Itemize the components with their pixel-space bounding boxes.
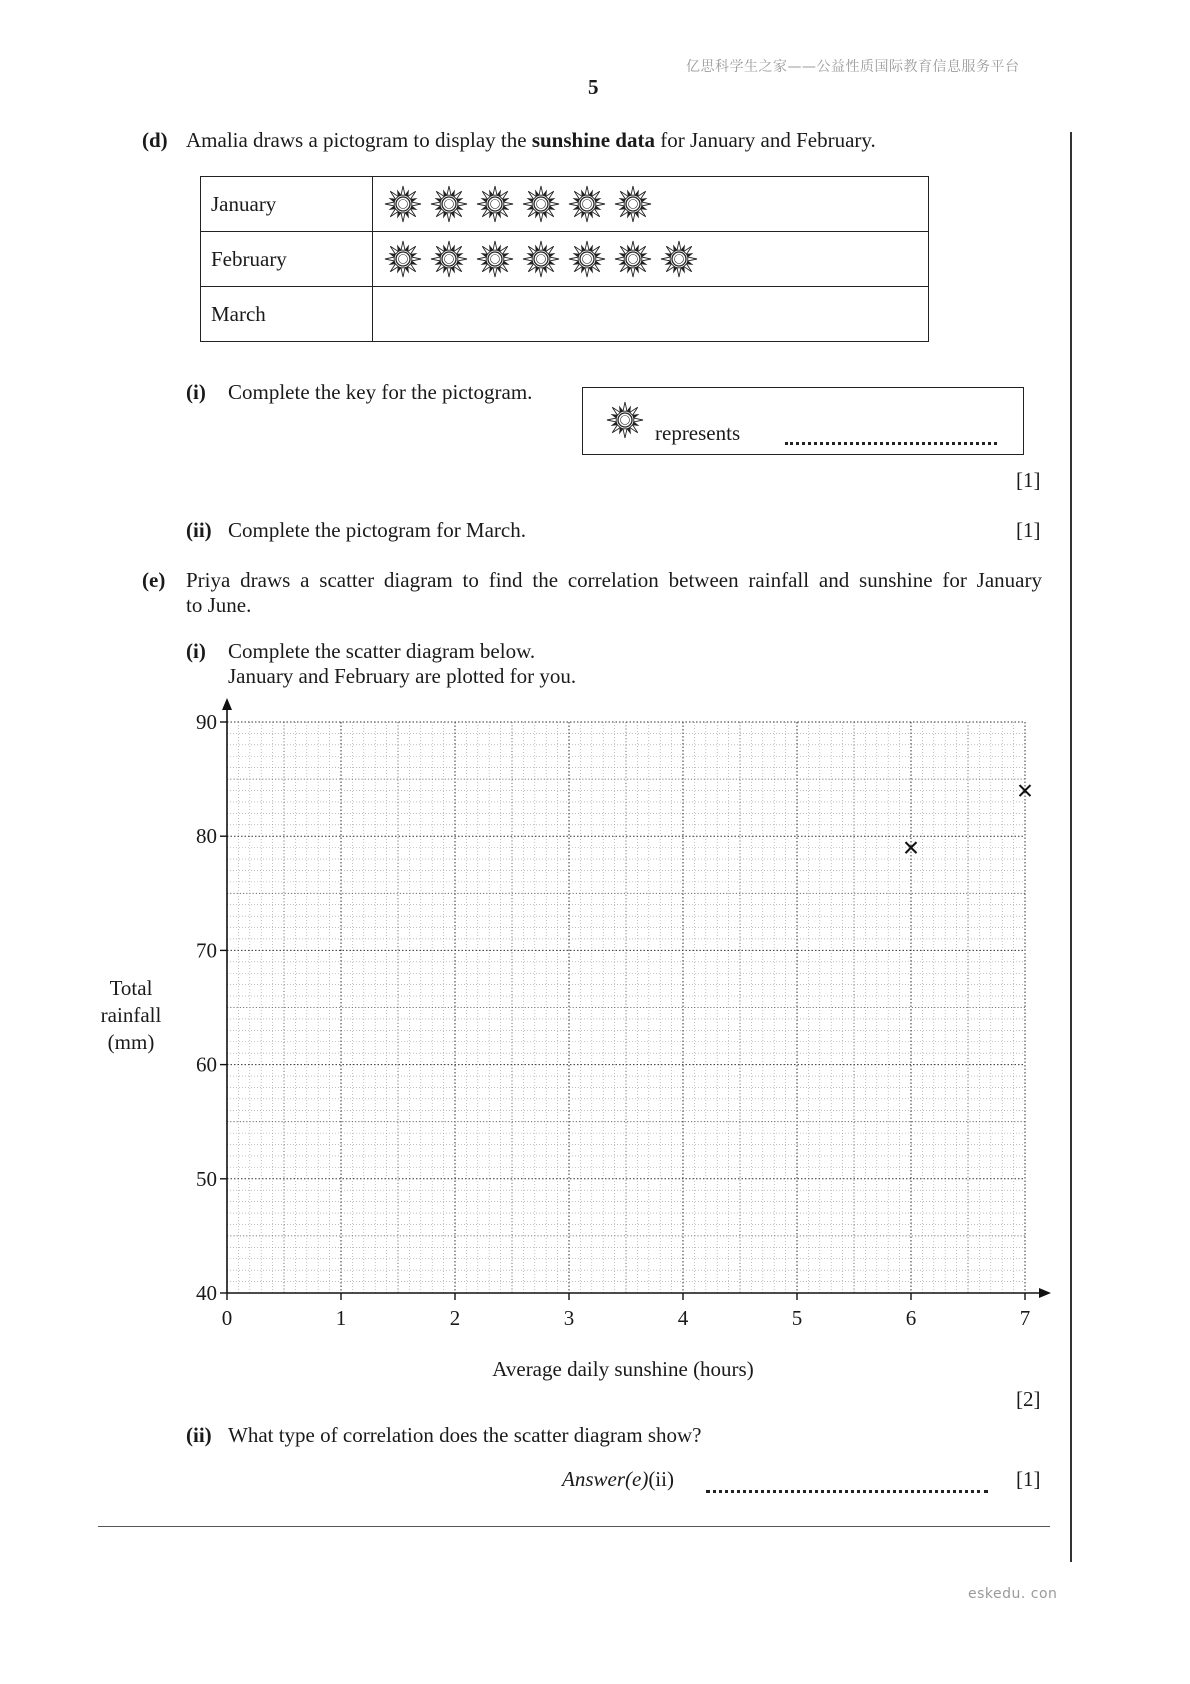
tick-labels [196,710,1030,1330]
part-e-i-line2: January and February are plotted for you. [228,664,577,688]
footer-rule [98,1526,1050,1527]
part-e-text-line1: Priya draws a scatter diagram to find the correlation between rainfall and sunshine for January [186,568,1042,592]
y-axis-arrow [222,698,232,710]
x-tick-label: 2 [449,1306,461,1330]
part-e-ii-marks: [1] [1016,1467,1041,1491]
part-e-label: (e) [142,568,166,592]
part-e-text-line2: to June. [186,593,252,617]
part-e-i-label: (i) [186,639,206,663]
answer-label: Answer(e)(ii) [562,1467,674,1491]
part-d-ii-marks: [1] [1016,518,1041,542]
pictogram-month-label: February [201,232,373,287]
y-tick-label: 40 [196,1281,217,1305]
part-d-ii-text: Complete the pictogram for March. [228,518,526,542]
y-tick-label: 60 [196,1052,217,1077]
part-d-i-text: Complete the key for the pictogram. [228,380,533,404]
x-axis-label: Average daily sunshine (hours) [492,1357,754,1381]
grid-major [227,722,1025,1293]
answer-e-ii-line[interactable] [706,1490,988,1493]
watermark-bottom: eskedu. con [968,1586,1058,1602]
x-tick-label: 0 [221,1306,233,1330]
x-tick-label: 4 [677,1306,689,1330]
x-tick-label: 3 [563,1306,575,1330]
part-d-i-label: (i) [186,380,206,404]
y-tick-label: 80 [196,824,217,849]
y-axis-label-line1: Total [109,976,153,1000]
key-represents-text: represents [655,421,741,445]
part-d-i-marks: [1] [1016,468,1041,492]
part-e-ii-text: What type of correlation does the scatter diagram show? [228,1423,702,1447]
axes [222,698,1051,1298]
page-number: 5 [588,75,599,99]
x-tick-label: 7 [1019,1306,1031,1330]
part-d-ii-label: (ii) [186,518,212,542]
part-d-label: (d) [142,128,168,152]
x-axis-arrow [1039,1288,1051,1298]
part-e-i-line1: Complete the scatter diagram below. [228,639,536,663]
data-point-february [1020,785,1031,796]
x-tick-label: 5 [791,1306,803,1330]
watermark-top: 亿思科学生之家——公益性质国际教育信息服务平台 [686,59,1020,75]
part-d-question: Amalia draws a pictogram to display the sunshine data for January and February. [186,128,876,152]
part-e-ii-label: (ii) [186,1423,212,1447]
pictogram-month-label: March [201,287,373,342]
x-tick-label: 6 [905,1306,917,1330]
pictogram-month-label: January [201,177,373,232]
y-tick-label: 90 [196,710,217,734]
y-axis-label-line3: (mm) [107,1030,155,1054]
x-tick-label: 1 [335,1306,347,1330]
y-tick-label: 70 [196,938,217,963]
part-e-i-marks: [2] [1016,1387,1041,1411]
y-tick-label: 50 [196,1166,217,1191]
y-axis-label-line2: rainfall [100,1003,162,1027]
